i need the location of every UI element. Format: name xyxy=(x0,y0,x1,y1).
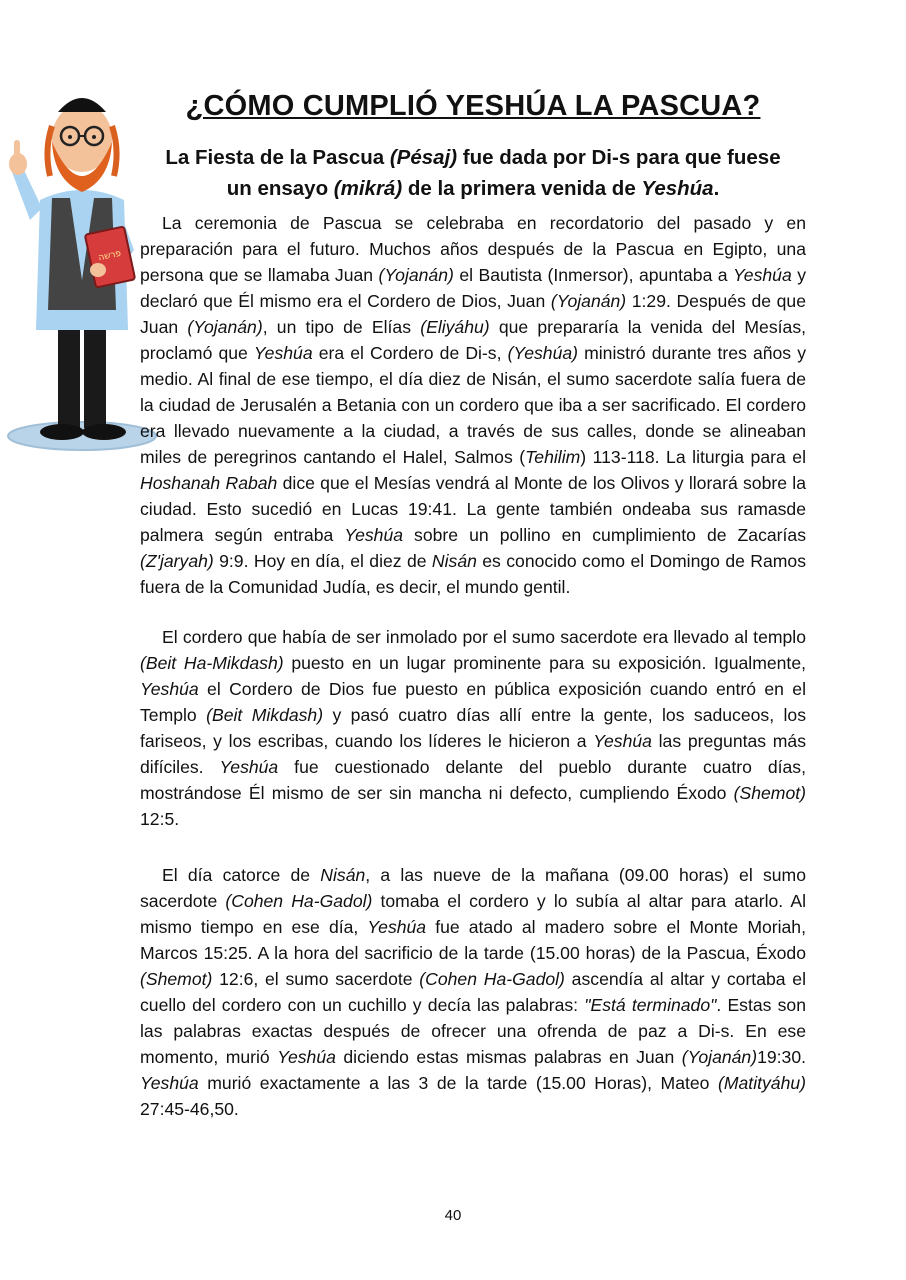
left-leg xyxy=(58,320,80,428)
right-leg xyxy=(84,320,106,428)
right-shoe xyxy=(82,424,126,440)
floor-shadow xyxy=(8,422,156,450)
subtitle-line-2: un ensayo (mikrá) de la primera venida de Yeshúa. xyxy=(226,177,720,200)
page-title: ¿CÓMO CUMPLIÓ YESHÚA LA PASCUA? xyxy=(185,90,761,122)
paragraph-2: El cordero que había de ser inmolado por el sumo sacerdote era llevado al templo (Beit Ha-Mikdash) puesto en un lugar prominente para su exposición. Igualmente, Yeshúa el Cordero de Dios fue puesto en pública exposición cuando entró en el Templo (Beit Mikdash) y pasó cuatro días allí entre la gente, los saduceos, los fariseos, y los escribas, cuando los líderes le hicieron a Yeshúa las preguntas más difíciles. Yeshúa fue cuestionado delante del pueblo durante cuatro días, mostrándose Él mismo de ser sin mancha ni defecto, cumpliendo Éxodo (Shemot) 12:5. xyxy=(140,627,806,829)
left-shoe xyxy=(40,424,84,440)
kippah xyxy=(58,98,106,112)
pointing-finger xyxy=(14,140,20,160)
subtitle xyxy=(140,142,806,204)
paragraph-3: El día catorce de Nisán, a las nueve de la mañana (09.00 horas) el sumo sacerdote (Cohen Ha-Gadol) tomaba el cordero y lo subía al altar para atarlo. Al mismo tiempo en ese día, Yeshúa fue atado al madero sobre el Monte Moriah, Marcos 15:25. A la hora del sacrificio de la tarde (15.00 horas) de la Pascua, Éxodo (Shemot) 12:6, el sumo sacerdote (Cohen Ha-Gadol) ascendía al altar y cortaba el cuello del cordero con un cuchillo y decía las palabras: "Está terminado". Estas son las palabras exactas después de ofrecer una ofrenda de paz a Di-s. En ese momento, murió Yeshúa diciendo estas mismas palabras en Juan (Yojanán)19:30. Yeshúa murió exactamente a las 3 de la tarde (15.00 Horas), Mateo (Matityáhu) 27:45-46,50. xyxy=(140,865,807,1119)
side-curl-right xyxy=(112,126,117,176)
subtitle-line-1: La Fiesta de la Pascua (Pésaj) fue dada por Di-s para que fuese xyxy=(165,146,781,169)
holding-hand xyxy=(90,263,106,277)
page-number: 40 xyxy=(444,1207,462,1224)
article-body xyxy=(140,210,806,1122)
paragraph-1: La ceremonia de Pascua se celebraba en recordatorio del pasado y en preparación para el futuro. Muchos años después de la Pascua en Egipto, una persona que se llamaba Juan (Yojanán) el Bautista (Inmersor), apuntaba a Yeshúa y declaró que Él mismo era el Cordero de Dios, Juan (Yojanán) 1:29. Después de que Juan (Yojanán), un tipo de Elías (Eliyáhu) que prepararía la venida del Mesías, proclamó que Yeshúa era el Cordero de Di-s, (Yeshúa) ministró durante tres años y medio. Al final de ese tiempo, el día diez de Nisán, el sumo sacerdote salía fuera de la ciudad de Jerusalén a Betania con un cordero que iba a ser sacrificado. El cordero era llevado nuevamente a la ciudad, a través de sus calles, donde se alineaban miles de peregrinos cantando el Halel, Salmos (Tehilim) 113-118. La liturgia para el Hoshanah Rabah dice que el Mesías vendrá al Monte de los Olivos y llorará sobre la ciudad. Esto sucedió en Lucas 19:41. La gente también ondeaba sus ramasde palmera según entraba Yeshúa sobre un pollino en cumplimiento de Zacarías (Z'jaryah) 9:9. Hoy en día, el diez de Nisán es conocido como el Domingo de Ramos fuera de la Comunidad Judía, es decir, el mundo gentil. xyxy=(140,213,807,597)
book-label: פרשה xyxy=(97,248,123,264)
side-curl-left xyxy=(47,126,52,176)
